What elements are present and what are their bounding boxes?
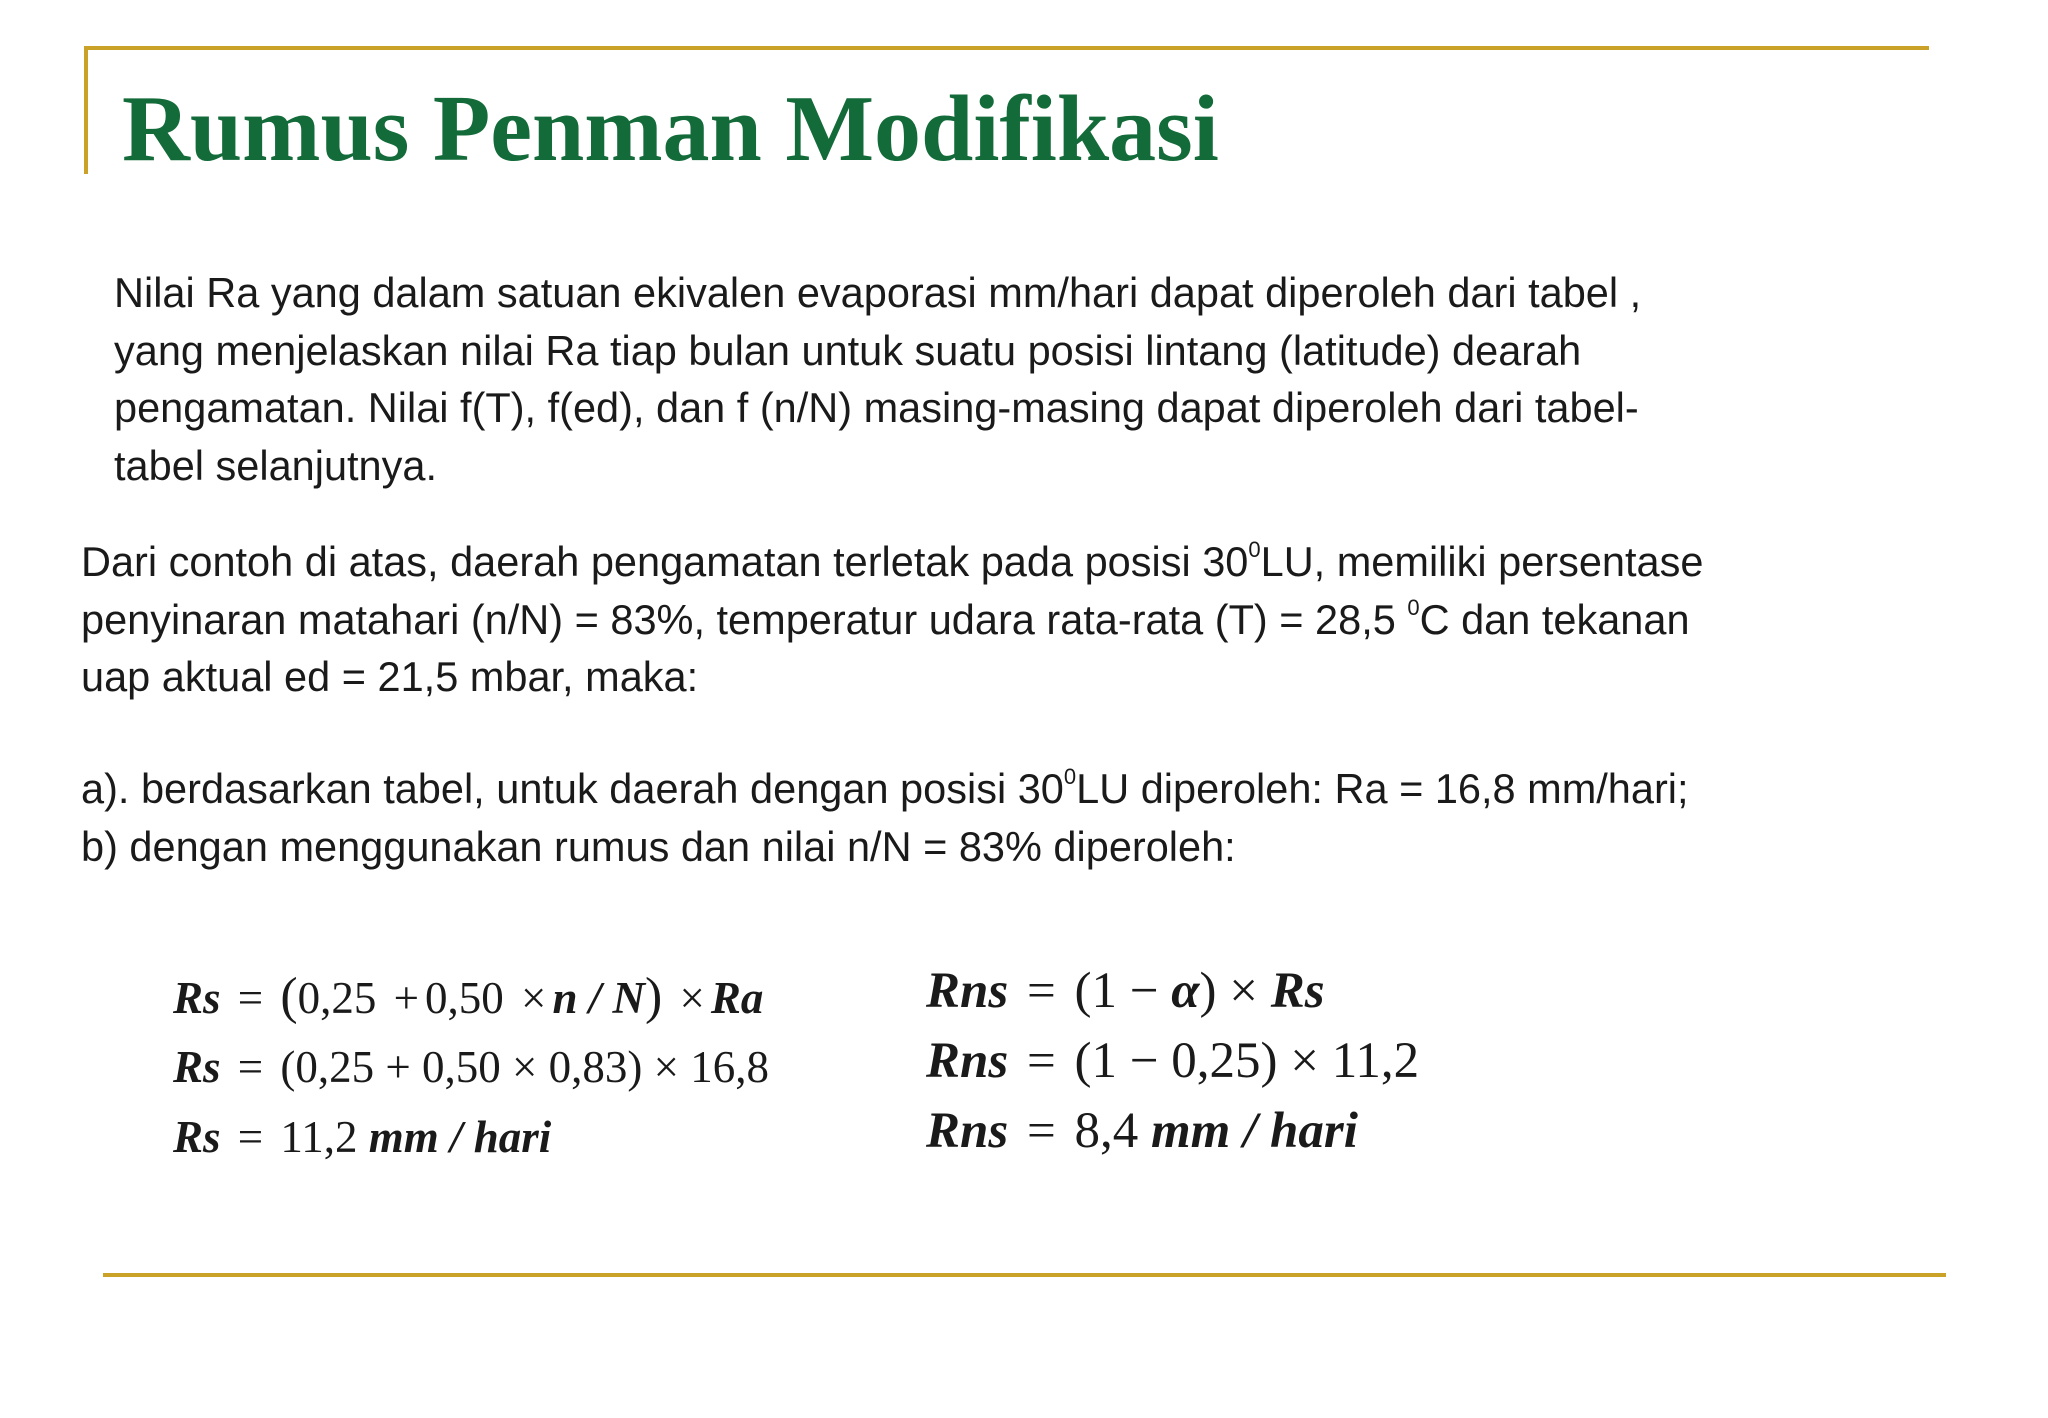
example-paragraph (81, 533, 1961, 706)
rns-formula-row-2 (926, 1026, 1419, 1096)
rs-formula-row-3 (173, 1102, 769, 1172)
rs-symbol: Rs (1270, 963, 1325, 1019)
step-a (81, 760, 1961, 818)
rs-formula-row-2 (173, 1032, 769, 1102)
equals-sign: = (1026, 963, 1056, 1019)
rns-expression-start: (1 − (1074, 963, 1172, 1019)
intro-line-3: pengamatan. Nilai f(T), f(ed), dan f (n/N) masing-masing dapat diperoleh dari tabel- (114, 384, 1639, 431)
open-paren: ( (280, 968, 298, 1025)
rs-formula-block (173, 962, 769, 1172)
albedo-symbol: α (1171, 963, 1200, 1019)
rns-result-value: 8,4 (1074, 1103, 1139, 1159)
times-sign: × (521, 973, 547, 1023)
coefficient-b: 0,50 (425, 973, 504, 1023)
rs-symbol: Rs (173, 1112, 221, 1162)
intro-paragraph (114, 264, 1874, 494)
rns-formula-row-3 (926, 1096, 1419, 1166)
equals-sign: = (237, 1112, 264, 1162)
slide-title: Rumus Penman Modifikasi (122, 77, 1219, 181)
example-line-1 (81, 533, 1961, 591)
rs-substituted-expression: (0,25 + 0,50 × 0,83) × 16,8 (280, 1042, 770, 1092)
example-line-2-text-a: penyinaran matahari (n/N) = 83%, temperatur udara rata-rata (T) = 28,5 (81, 595, 1408, 643)
degree-superscript: 0 (1063, 764, 1077, 789)
equals-sign: = (1026, 1103, 1056, 1159)
rns-substituted-expression: (1 − 0,25) × 11,2 (1074, 1033, 1420, 1089)
steps-paragraph (81, 760, 1961, 875)
example-line-1-text-a: Dari contoh di atas, daerah pengamatan terletak pada posisi 30 (81, 538, 1249, 585)
equals-sign: = (237, 973, 264, 1023)
intro-line-1: Nilai Ra yang dalam satuan ekivalen evaporasi mm/hari dapat diperoleh dari tabel , (114, 269, 1642, 316)
ra-symbol: Ra (710, 973, 764, 1023)
rns-result-unit: mm / hari (1151, 1103, 1358, 1159)
rs-symbol: Rs (173, 973, 221, 1023)
rns-symbol: Rns (926, 1033, 1009, 1089)
intro-line-2: yang menjelaskan nilai Ra tiap bulan untuk suatu posisi lintang (latitude) dearah (114, 326, 1582, 374)
step-a-suffix: LU diperoleh: Ra = 16,8 mm/hari; (1076, 765, 1689, 812)
example-line-1-text-b: LU, memiliki persentase (1260, 538, 1704, 585)
title-frame-left-rule (84, 46, 88, 174)
intro-line-4: tabel selanjutnya. (114, 441, 438, 489)
rns-symbol: Rns (926, 1103, 1009, 1159)
rns-formula-row-1 (926, 956, 1419, 1026)
step-a-prefix: a). berdasarkan tabel, untuk daerah dengan posisi 30 (81, 765, 1064, 812)
times-sign: × (679, 973, 705, 1023)
example-line-2 (81, 591, 1961, 649)
step-b: b) dengan menggunakan rumus dan nilai n/N = 83% diperoleh: (81, 822, 1236, 870)
sunshine-ratio-variable: n / N (552, 973, 645, 1023)
title-frame-top-rule (84, 46, 1929, 50)
coefficient-a: 0,25 (297, 973, 377, 1023)
example-line-3: uap aktual ed = 21,5 mbar, maka: (81, 653, 699, 700)
rns-formula-block (926, 956, 1419, 1166)
rs-result-value: 11,2 (280, 1112, 358, 1162)
example-line-2-text-b: C dan tekanan (1419, 595, 1690, 643)
equals-sign: = (1026, 1033, 1056, 1089)
rns-expression-end: ) × (1199, 963, 1271, 1019)
plus-sign: + (393, 973, 420, 1023)
rs-result-unit: mm / hari (368, 1112, 552, 1162)
degree-superscript: 0 (1248, 537, 1261, 562)
rns-symbol: Rns (926, 963, 1009, 1019)
rs-formula-row-1 (173, 962, 769, 1032)
degree-superscript: 0 (1407, 594, 1420, 620)
rs-symbol: Rs (173, 1042, 221, 1092)
close-paren: ) (644, 968, 663, 1025)
equals-sign: = (237, 1042, 264, 1092)
footer-rule (103, 1273, 1946, 1277)
